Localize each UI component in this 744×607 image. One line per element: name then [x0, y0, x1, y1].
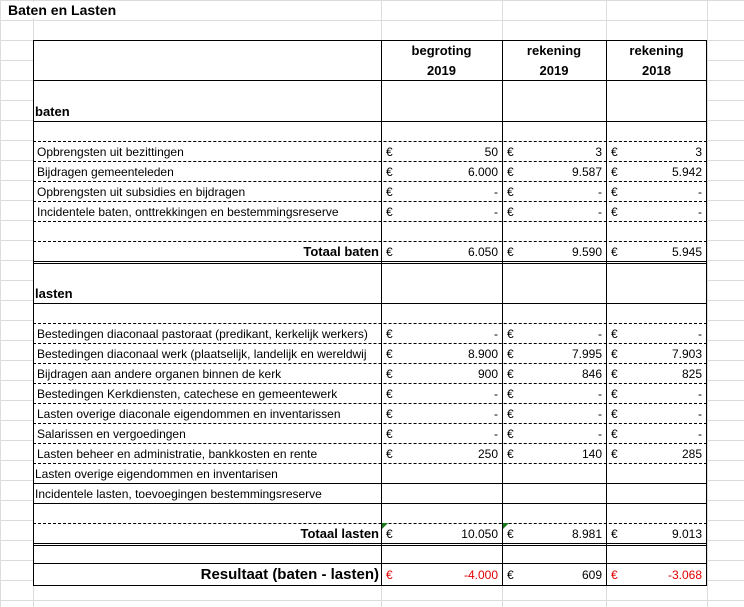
amount-cell[interactable]: 3 [695, 145, 702, 159]
amount-cell[interactable]: - [598, 407, 602, 421]
column-header-line2: 2019 [427, 63, 456, 78]
currency-symbol: € [507, 387, 514, 401]
double-underline [33, 543, 707, 546]
currency-symbol: € [611, 185, 618, 199]
currency-symbol: € [386, 245, 393, 259]
row-divider [33, 503, 707, 504]
table-row [33, 404, 707, 424]
currency-symbol: € [611, 387, 618, 401]
amount-cell[interactable]: - [494, 387, 498, 401]
currency-symbol: € [507, 407, 514, 421]
currency-symbol: € [386, 447, 393, 461]
currency-symbol: € [386, 387, 393, 401]
currency-symbol: € [507, 205, 514, 219]
table-row [33, 142, 707, 162]
currency-symbol: € [507, 427, 514, 441]
section-row-baten [33, 102, 707, 122]
amount-cell[interactable]: - [698, 387, 702, 401]
amount-cell[interactable]: - [598, 205, 602, 219]
row-label[interactable]: Lasten overige eigendommen en inventarisen [35, 467, 278, 481]
currency-symbol: € [611, 447, 618, 461]
amount-cell[interactable]: - [698, 327, 702, 341]
amount-cell[interactable]: - [494, 185, 498, 199]
amount-cell[interactable]: 9.587 [571, 165, 602, 179]
currency-symbol: € [386, 165, 393, 179]
currency-symbol: € [386, 327, 393, 341]
currency-symbol: € [611, 245, 618, 259]
amount-cell[interactable]: - [494, 427, 498, 441]
currency-symbol: € [611, 527, 618, 541]
column-header-line2: 2018 [642, 63, 671, 78]
row-label[interactable]: Opbrengsten uit subsidies en bijdragen [37, 185, 246, 199]
amount-cell[interactable]: 7.903 [671, 347, 702, 361]
currency-symbol: € [611, 205, 618, 219]
section-heading-lasten: lasten [35, 286, 73, 301]
amount-cell[interactable]: 10.050 [461, 527, 498, 541]
currency-symbol: € [611, 367, 618, 381]
currency-symbol: € [507, 568, 514, 582]
column-header-line1: rekening [526, 43, 582, 58]
amount-cell[interactable]: - [698, 407, 702, 421]
result-label: Resultaat (baten - lasten) [200, 566, 379, 583]
column-header-begroting-2019[interactable] [381, 41, 502, 81]
currency-symbol: € [611, 407, 618, 421]
row-label[interactable]: Lasten beheer en administratie, bankkosten en rente [37, 447, 318, 461]
amount-cell[interactable]: 6.000 [467, 165, 498, 179]
result-divider [33, 563, 707, 564]
amount-cell[interactable]: - [494, 205, 498, 219]
amount-cell[interactable]: 5.942 [671, 165, 702, 179]
dashed-divider [33, 221, 707, 222]
amount-cell[interactable]: - [494, 407, 498, 421]
total-row-lasten [33, 524, 707, 544]
amount-cell[interactable]: - [598, 327, 602, 341]
currency-symbol: € [507, 447, 514, 461]
amount-cell[interactable]: -3.068 [667, 568, 702, 582]
table-row [33, 162, 707, 182]
currency-symbol: € [611, 165, 618, 179]
row-label[interactable]: Bestedingen Kerkdiensten, catechese en gemeentewerk [37, 387, 338, 401]
currency-symbol: € [507, 185, 514, 199]
amount-cell[interactable]: 7.995 [571, 347, 602, 361]
table-row [33, 444, 707, 464]
column-header-rekening-2019[interactable] [502, 41, 606, 81]
amount-cell[interactable]: 825 [681, 367, 702, 381]
cell-note-indicator [503, 523, 509, 529]
amount-cell[interactable]: - [494, 327, 498, 341]
gridline [707, 0, 708, 607]
section-divider [33, 303, 707, 304]
amount-cell[interactable]: - [598, 185, 602, 199]
amount-cell[interactable]: 8.981 [571, 527, 602, 541]
table-row [33, 202, 707, 222]
section-divider [33, 121, 707, 122]
total-lasten-label: Totaal lasten [300, 526, 379, 541]
row-label[interactable]: Bijdragen aan andere organen binnen de kerk [37, 367, 282, 381]
amount-cell[interactable]: 140 [581, 447, 602, 461]
currency-symbol: € [507, 527, 514, 541]
currency-symbol: € [386, 407, 393, 421]
table-row [33, 324, 707, 344]
table-row [33, 182, 707, 202]
amount-cell[interactable]: 6.050 [467, 245, 498, 259]
column-header-line1: rekening [629, 43, 684, 58]
amount-cell[interactable]: 50 [484, 145, 498, 159]
column-header-line1: begroting [411, 43, 472, 58]
table-row [33, 424, 707, 444]
row-label[interactable]: Bijdragen gemeenteleden [37, 165, 174, 179]
currency-symbol: € [611, 427, 618, 441]
currency-symbol: € [386, 185, 393, 199]
amount-cell[interactable]: 9.013 [671, 527, 702, 541]
currency-symbol: € [507, 327, 514, 341]
column-header-line2: 2019 [539, 63, 569, 78]
amount-cell[interactable]: - [598, 387, 602, 401]
amount-cell[interactable]: - [698, 205, 702, 219]
amount-cell[interactable]: 609 [581, 568, 602, 582]
amount-cell[interactable]: - [698, 427, 702, 441]
currency-symbol: € [386, 527, 393, 541]
currency-symbol: € [386, 367, 393, 381]
amount-cell[interactable]: 250 [477, 447, 498, 461]
amount-cell[interactable]: 285 [681, 447, 702, 461]
row-label[interactable]: Lasten overige diaconale eigendommen en inventarissen [37, 407, 341, 421]
table-row [33, 484, 707, 504]
table-row [33, 344, 707, 364]
amount-cell[interactable]: 900 [477, 367, 498, 381]
currency-symbol: € [611, 327, 618, 341]
currency-symbol: € [507, 245, 514, 259]
row-label[interactable]: Salarissen en vergoedingen [37, 427, 186, 441]
amount-cell[interactable]: 846 [581, 367, 602, 381]
column-header-rekening-2018[interactable] [606, 41, 707, 81]
table-row [33, 464, 707, 484]
currency-symbol: € [386, 347, 393, 361]
sheet-title: Baten en Lasten [8, 2, 117, 18]
currency-symbol: € [507, 367, 514, 381]
table-row [33, 384, 707, 404]
currency-symbol: € [386, 145, 393, 159]
total-baten-label: Totaal baten [303, 244, 379, 259]
row-label[interactable]: Incidentele lasten, toevoegingen bestemmingsreserve [35, 487, 322, 501]
row-label[interactable]: Opbrengsten uit bezittingen [37, 145, 184, 159]
currency-symbol: € [386, 427, 393, 441]
amount-cell[interactable]: 3 [595, 145, 602, 159]
row-label[interactable]: Incidentele baten, onttrekkingen en bestemmingsreserve [37, 205, 339, 219]
cell-note-indicator [382, 523, 388, 529]
result-row [33, 565, 707, 585]
amount-cell[interactable]: - [698, 185, 702, 199]
double-underline [33, 261, 707, 264]
currency-symbol: € [507, 145, 514, 159]
row-label[interactable]: Bestedingen diaconaal pastoraat (predikant, kerkelijk werkers) [37, 327, 368, 341]
total-row-baten [33, 242, 707, 262]
amount-cell[interactable]: 8.900 [467, 347, 498, 361]
row-label[interactable]: Bestedingen diaconaal werk (plaatselijk, landelijk en wereldwij [37, 347, 367, 361]
currency-symbol: € [507, 165, 514, 179]
amount-cell[interactable]: 5.945 [671, 245, 702, 259]
currency-symbol: € [386, 205, 393, 219]
currency-symbol: € [611, 568, 618, 582]
section-row-lasten [33, 284, 707, 304]
amount-cell[interactable]: - [598, 427, 602, 441]
currency-symbol: € [507, 347, 514, 361]
section-heading-baten: baten [35, 104, 70, 119]
table-row [33, 364, 707, 384]
amount-cell[interactable]: -4.000 [463, 568, 498, 582]
currency-symbol: € [611, 145, 618, 159]
amount-cell[interactable]: 9.590 [571, 245, 602, 259]
currency-symbol: € [611, 347, 618, 361]
currency-symbol: € [386, 568, 393, 582]
